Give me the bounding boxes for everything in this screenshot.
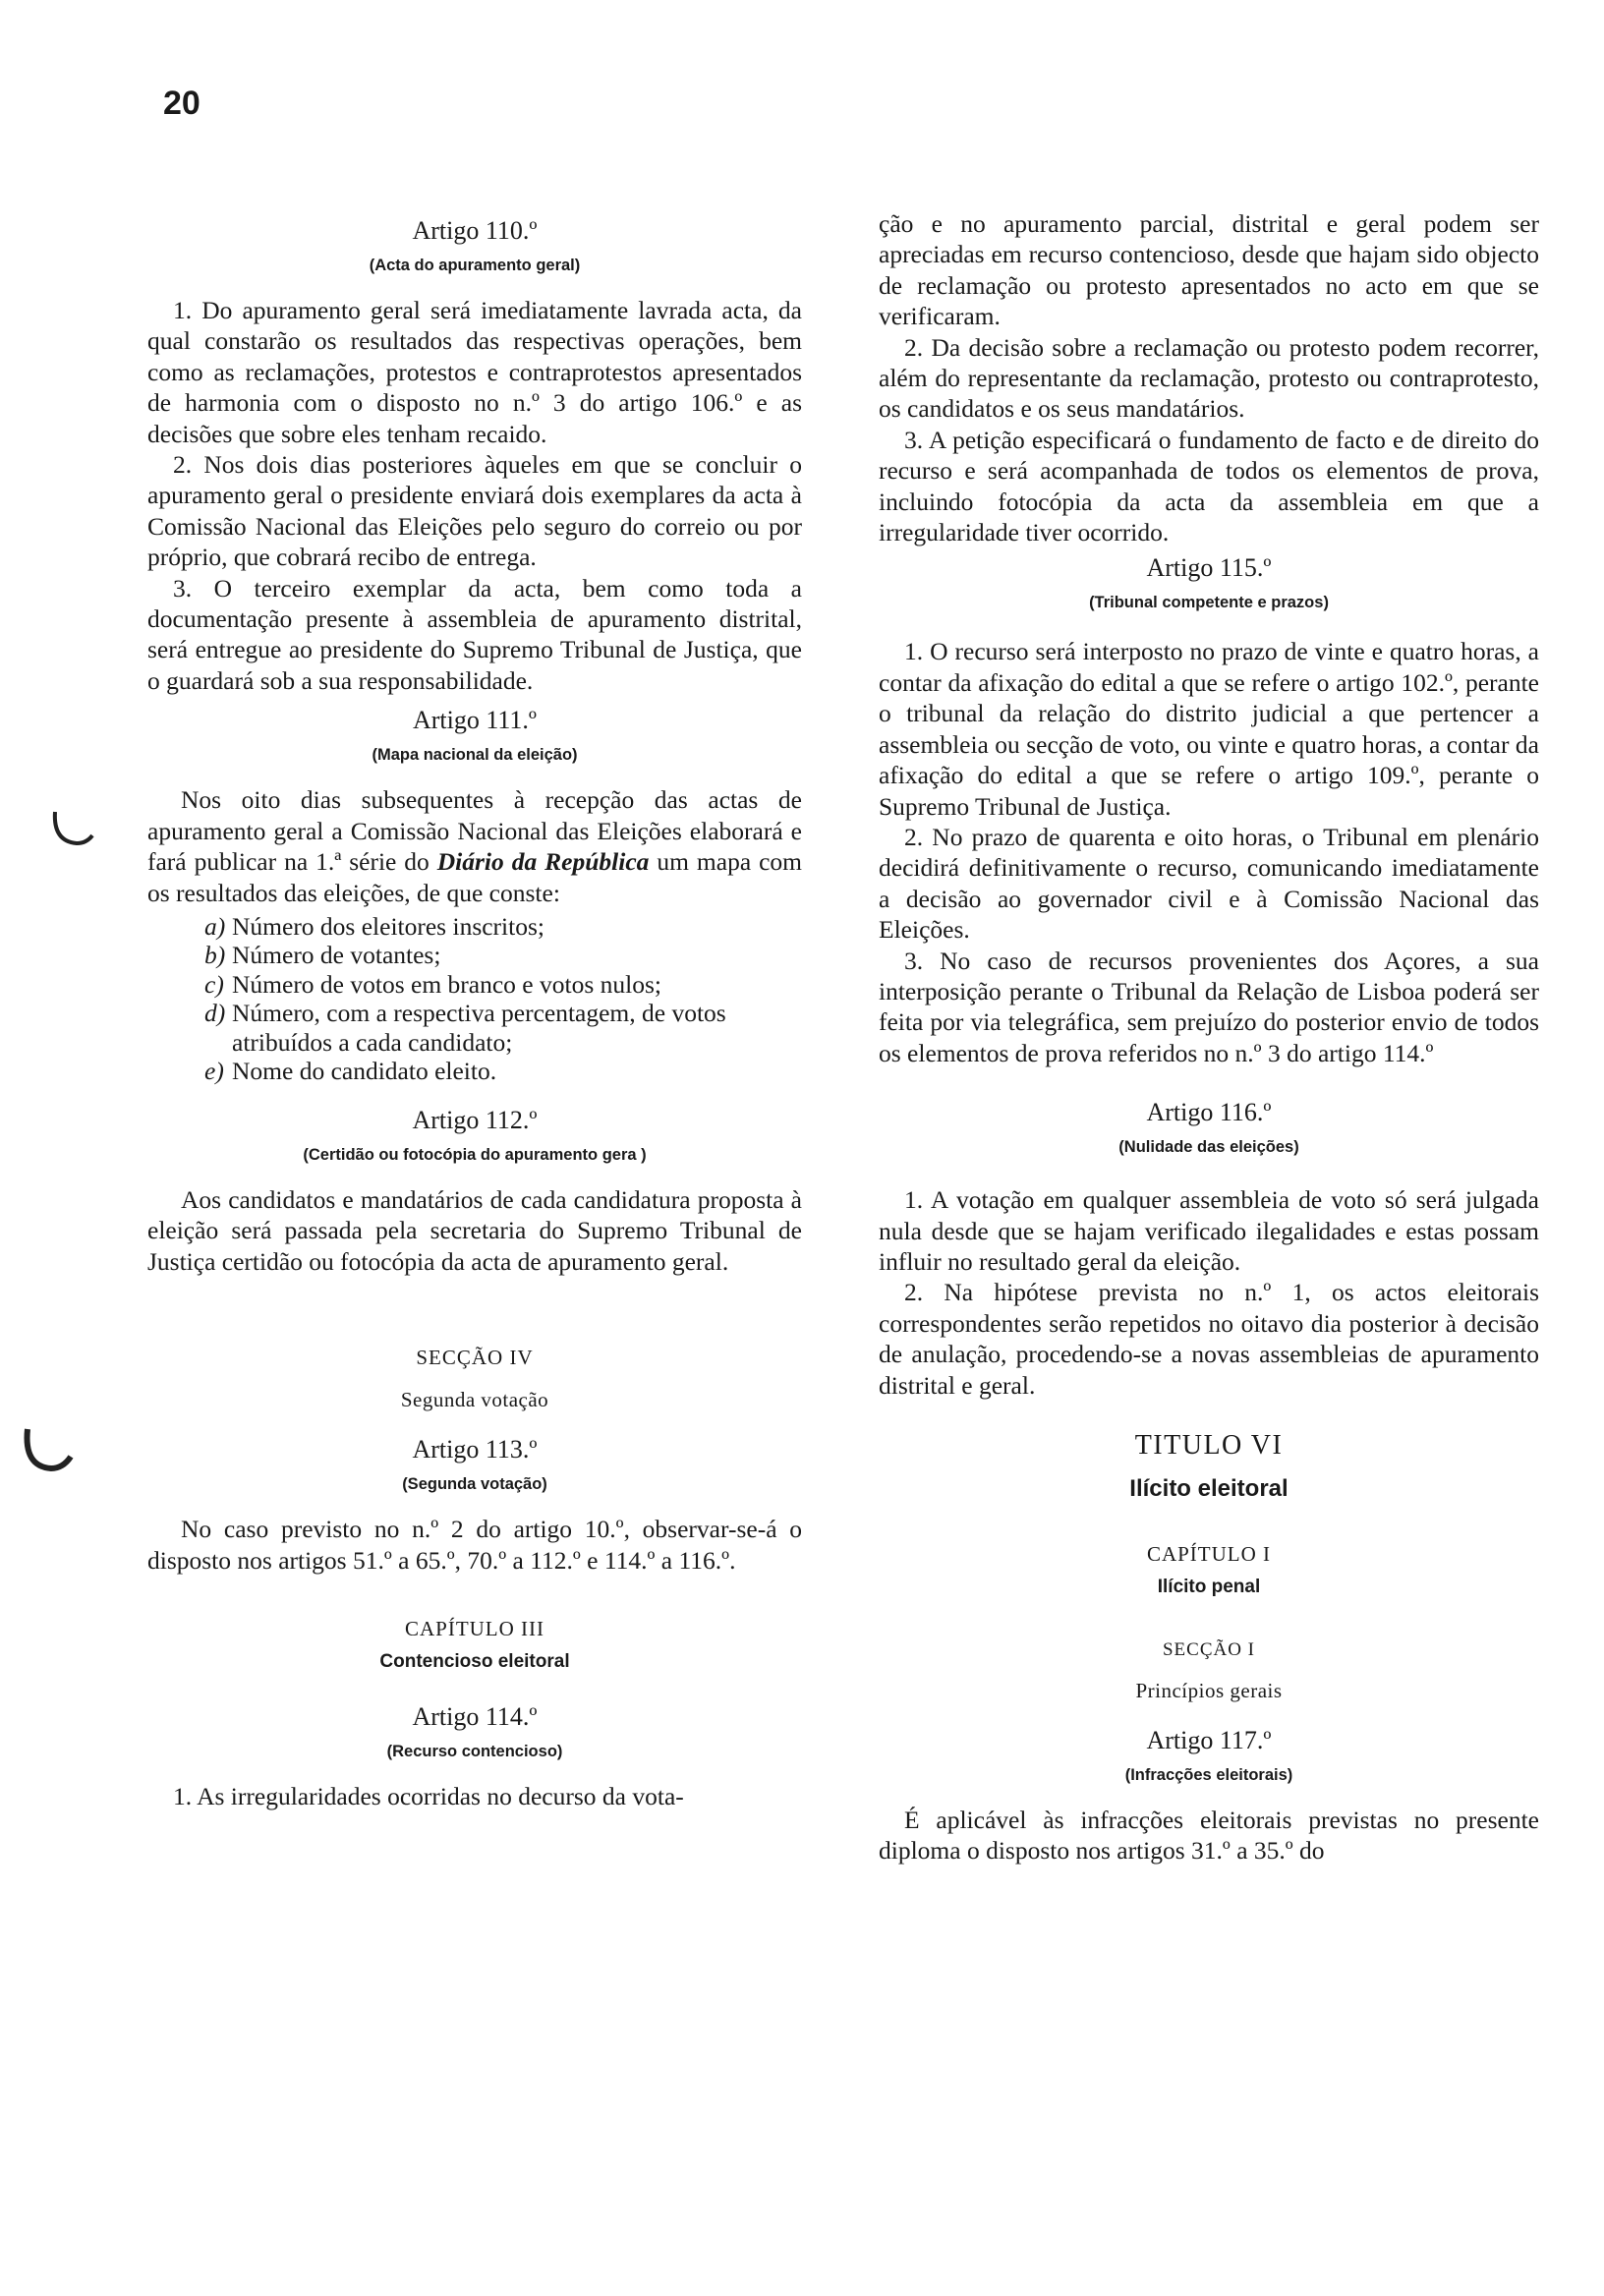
chapter-i-subtitle: Ilícito penal	[1157, 1577, 1261, 1597]
list-item	[147, 912, 802, 942]
list-item-text: Número dos eleitores inscritos;	[232, 911, 544, 941]
article-111-subtitle: (Mapa nacional da eleição)	[372, 746, 578, 765]
section-iv-heading: SECÇÃO IV	[416, 1346, 534, 1370]
binding-hole-mark-upper	[47, 804, 96, 853]
list-item-text: Nome do candidato eleito.	[232, 1057, 497, 1086]
article-110-paragraph-3: 3. O terceiro exemplar da acta, bem como toda a documentação presente à assembleia de apuramento distrital, será entregue ao presidente do Supremo Tribunal de Justiça, que o guardará sob a sua responsabilidade.	[147, 573, 802, 695]
list-item-letter: e)	[204, 1057, 224, 1086]
article-114-paragraph-1: 1. As irregularidades ocorridas no decurso da vota-	[173, 1781, 684, 1810]
article-114-subtitle: (Recurso contencioso)	[386, 1742, 563, 1760]
article-112-paragraph-1: Aos candidatos e mandatários de cada candidatura proposta à eleição será passada pela secretaria do Supremo Tribunal de Justiça certidão ou fotocópia da acta de apuramento geral.	[147, 1184, 802, 1276]
list-item	[147, 1057, 802, 1086]
chapter-i-heading: CAPÍTULO I	[1146, 1542, 1272, 1566]
article-116-subtitle: (Nulidade das eleições)	[1118, 1138, 1299, 1157]
article-115-subtitle: (Tribunal competente e prazos)	[1089, 594, 1329, 612]
article-117-subtitle: (Infracções eleitorais)	[1124, 1766, 1293, 1784]
binding-hole-mark-lower	[20, 1423, 75, 1478]
article-110-subtitle: (Acta do apuramento geral)	[369, 257, 581, 274]
article-117-title: Artigo 117.º	[1146, 1726, 1272, 1754]
article-116-title: Artigo 116.º	[1146, 1098, 1272, 1127]
article-113-subtitle: (Segunda votação)	[402, 1475, 547, 1494]
article-111-intro-a: Nos oito dias subsequentes à recepção das actas de apuramento geral a Comissão Nacional das Eleições elaborará e fará publicar na 1.ª série do	[147, 785, 802, 877]
article-111-intro-b: um mapa com os resultados das eleições, de que conste:	[147, 847, 802, 907]
list-item	[147, 941, 802, 970]
article-115-paragraph-3: 3. No caso de recursos provenientes dos Açores, a sua interposição perante o Tribunal da Relação de Lisboa poderá ser feita por via telegráfica, sem prejuízo do posterior envio de todos os elementos de prova referidos no n.º 3 do artigo 114.º	[879, 946, 1539, 1067]
article-115-title: Artigo 115.º	[1146, 553, 1272, 583]
article-111-list	[147, 912, 802, 1086]
list-item-letter: c)	[204, 969, 224, 999]
chapter-iii-subtitle: Contencioso eleitoral	[379, 1650, 570, 1672]
section-iv-subtitle: Segunda votação	[400, 1388, 549, 1412]
list-item-letter: d)	[204, 999, 226, 1028]
list-item-text: Número de votos em branco e votos nulos;	[232, 969, 661, 999]
article-110-paragraph-2: 2. Nos dois dias posteriores àqueles em que se concluir o apuramento geral o presidente enviará dois exemplares da acta à Comissão Nacional das Eleições pelo seguro do correio ou por próprio, que cobrará recibo de entrega.	[147, 450, 802, 572]
article-111-intro	[147, 784, 802, 908]
chapter-iii-heading: CAPÍTULO III	[404, 1616, 545, 1640]
section-i-subtitle: Princípios gerais	[1135, 1679, 1283, 1702]
list-item	[147, 970, 802, 1000]
titulo-vi-heading: TITULO VI	[1134, 1430, 1284, 1461]
left-column	[147, 208, 802, 1811]
article-114-title: Artigo 114.º	[412, 1701, 538, 1731]
list-item	[147, 999, 802, 1057]
article-112-title: Artigo 112.º	[412, 1105, 538, 1134]
article-110-paragraph-1: 1. Do apuramento geral será imediatamente lavrada acta, da qual constarão os resultados das respectivas operações, bem como as reclamações, protestos e contraprotestos apresentados de harmonia com o disposto no n.º 3 do artigo 106.º e as decisões que sobre eles tenham recaido.	[147, 296, 802, 448]
list-item-letter: b)	[204, 941, 226, 970]
article-115-paragraph-2: 2. No prazo de quarenta e oito horas, o Tribunal em plenário decidirá definitivamente o recurso, comunicando imediatamente a decisão ao governador civil e à Comissão Nacional das Eleições.	[879, 822, 1539, 945]
article-117-paragraph-1: É aplicável às infracções eleitorais previstas no presente diploma o disposto nos artigos 31.º a 35.º do	[879, 1806, 1539, 1866]
right-column	[879, 208, 1539, 1866]
page-number: 20	[163, 85, 200, 122]
article-112-subtitle: (Certidão ou fotocópia do apuramento gera )	[303, 1145, 647, 1164]
list-item-text: Número de votantes;	[232, 941, 441, 970]
article-116-paragraph-1: 1. A votação em qualquer assembleia de voto só será julgada nula desde que se hajam verificado ilegalidades e estas possam influir no resultado geral da eleição.	[879, 1185, 1539, 1276]
article-114-paragraph-3: 3. A petição especificará o fundamento de facto e de direito do recurso e será acompanhada de todos os elementos de prova, incluindo fotocópia da acta da assembleia em que a irregularidade tiver ocorrido.	[879, 425, 1539, 547]
article-114-paragraph-1-continued: ção e no apuramento parcial, distrital e geral podem ser apreciadas em recurso contencioso, desde que hajam sido objecto de reclamação ou protesto apresentados no acto em que se verificaram.	[879, 209, 1539, 331]
article-111-intro-italic: Diário da República	[436, 847, 650, 877]
section-i-heading: SECÇÃO I	[1162, 1639, 1256, 1660]
article-110-title: Artigo 110.º	[412, 216, 538, 245]
article-113-paragraph-1: No caso previsto no n.º 2 do artigo 10.º, observar-se-á o disposto nos artigos 51.º a 65.º, 70.º a 112.º e 114.º a 116.º.	[147, 1515, 802, 1575]
titulo-vi-subtitle: Ilícito eleitoral	[1129, 1475, 1289, 1502]
article-113-title: Artigo 113.º	[412, 1435, 538, 1464]
article-115-paragraph-1: 1. O recurso será interposto no prazo de vinte e quatro horas, a contar da afixação do edital a que se refere o artigo 102.º, perante o tribunal da relação do distrito judicial a que pertencer a assembleia ou secção de voto, ou vinte e quatro horas, a contar da afixação do edital a que se refere o artigo 109.º, perante o Supremo Tribunal de Justiça.	[879, 637, 1539, 821]
article-111-title: Artigo 111.º	[412, 706, 537, 735]
list-item-letter: a)	[204, 911, 226, 941]
article-114-paragraph-2: 2. Da decisão sobre a reclamação ou protesto podem recorrer, além do representante da reclamação, protesto ou contraprotesto, os candidatos e os seus mandatários.	[879, 332, 1539, 424]
article-116-paragraph-2: 2. Na hipótese prevista no n.º 1, os actos eleitorais correspondentes serão repetidos no oitavo dia posterior à decisão de anulação, procedendo-se a novas assembleias de apuramento distrital e geral.	[879, 1278, 1539, 1400]
list-item-text: Número, com a respectiva percentagem, de votos atribuídos a cada candidato;	[232, 999, 726, 1057]
